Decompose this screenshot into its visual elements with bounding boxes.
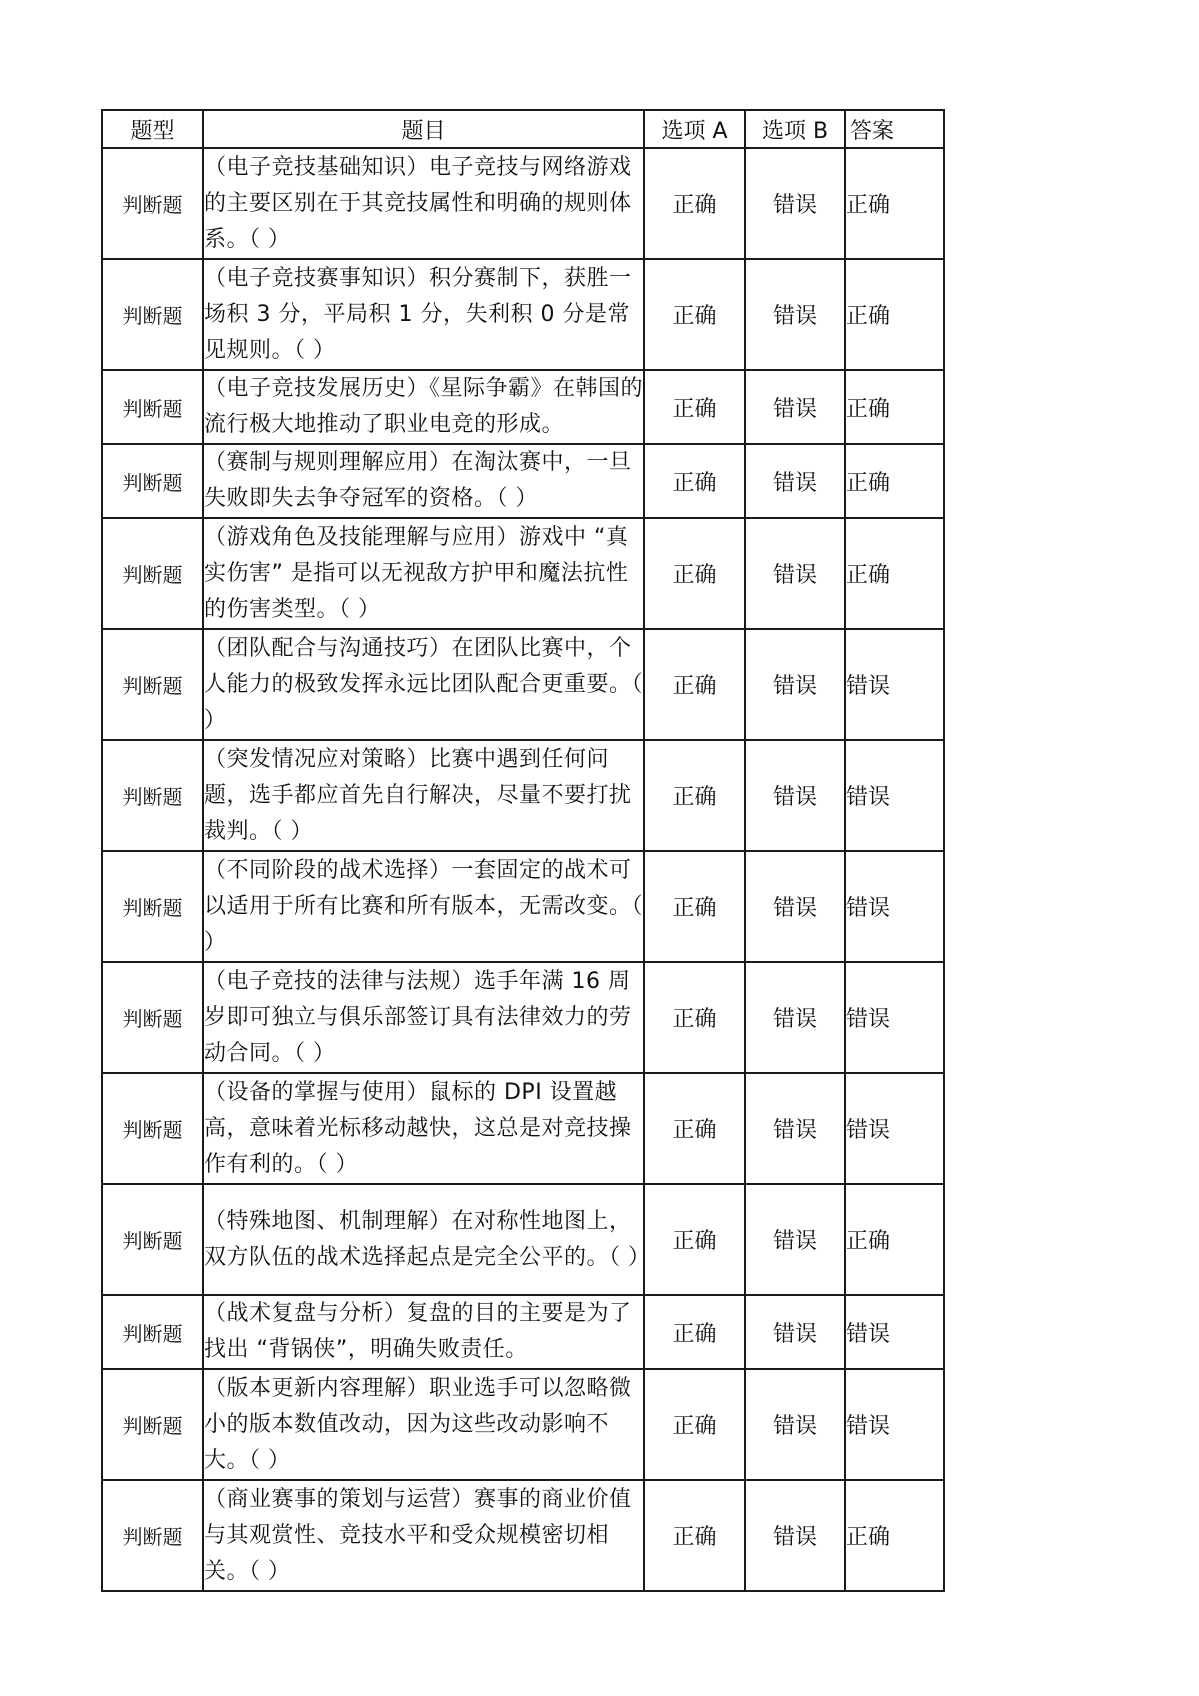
question-type-cell: 判断题 — [102, 1073, 203, 1184]
answer-cell: 正确 — [845, 370, 944, 444]
question-type-cell: 判断题 — [102, 444, 203, 518]
table-row — [102, 740, 944, 851]
option-b-cell: 错误 — [745, 518, 845, 629]
question-text-cell: （电子竞技的法律与法规）选手年满 16 周岁即可独立与俱乐部签订具有法律效力的劳动合同。（ ） — [203, 962, 644, 1073]
question-text-cell: （商业赛事的策划与运营）赛事的商业价值与其观赏性、竞技水平和受众规模密切相关。（ ） — [203, 1480, 644, 1591]
option-b-cell: 错误 — [745, 740, 845, 851]
option-b-cell: 错误 — [745, 851, 845, 962]
answer-cell: 正确 — [845, 444, 944, 518]
option-b-cell: 错误 — [745, 962, 845, 1073]
table-row — [102, 962, 944, 1073]
option-a-cell: 正确 — [644, 518, 745, 629]
question-type-cell: 判断题 — [102, 851, 203, 962]
table-row — [102, 851, 944, 962]
answer-cell: 正确 — [845, 518, 944, 629]
question-text-cell: （游戏角色及技能理解与应用）游戏中 “真实伤害” 是指可以无视敌方护甲和魔法抗性的伤害类型。（ ） — [203, 518, 644, 629]
option-b-cell: 错误 — [745, 148, 845, 259]
option-b-cell: 错误 — [745, 1295, 845, 1369]
question-text-cell: （战术复盘与分析）复盘的目的主要是为了找出 “背锅侠”，明确失败责任。 — [203, 1295, 644, 1369]
option-b-cell: 错误 — [745, 370, 845, 444]
table-body — [102, 148, 944, 1591]
option-a-cell: 正确 — [644, 962, 745, 1073]
table-row — [102, 1184, 944, 1295]
quiz-table — [101, 109, 945, 1592]
answer-cell: 错误 — [845, 1073, 944, 1184]
option-a-cell: 正确 — [644, 259, 745, 370]
table-row — [102, 1295, 944, 1369]
table-row — [102, 518, 944, 629]
header-answer: 答案 — [845, 110, 944, 148]
question-type-cell: 判断题 — [102, 518, 203, 629]
option-b-cell: 错误 — [745, 1369, 845, 1480]
answer-cell: 错误 — [845, 1295, 944, 1369]
answer-cell: 错误 — [845, 1369, 944, 1480]
answer-cell: 错误 — [845, 629, 944, 740]
option-a-cell: 正确 — [644, 148, 745, 259]
option-a-cell: 正确 — [644, 1369, 745, 1480]
option-a-cell: 正确 — [644, 740, 745, 851]
table-row — [102, 370, 944, 444]
header-option-b: 选项 B — [745, 110, 845, 148]
answer-cell: 错误 — [845, 962, 944, 1073]
header-type: 题型 — [102, 110, 203, 148]
table-row — [102, 629, 944, 740]
table-row — [102, 148, 944, 259]
question-type-cell: 判断题 — [102, 1184, 203, 1295]
question-type-cell: 判断题 — [102, 148, 203, 259]
option-a-cell: 正确 — [644, 629, 745, 740]
answer-cell: 正确 — [845, 259, 944, 370]
table-row — [102, 444, 944, 518]
question-type-cell: 判断题 — [102, 1295, 203, 1369]
option-b-cell: 错误 — [745, 1480, 845, 1591]
answer-cell: 正确 — [845, 1480, 944, 1591]
question-text-cell: （电子竞技发展历史）《星际争霸》在韩国的流行极大地推动了职业电竞的形成。 — [203, 370, 644, 444]
option-a-cell: 正确 — [644, 1184, 745, 1295]
option-a-cell: 正确 — [644, 1295, 745, 1369]
option-b-cell: 错误 — [745, 629, 845, 740]
question-text-cell: （赛制与规则理解应用）在淘汰赛中，一旦失败即失去争夺冠军的资格。（ ） — [203, 444, 644, 518]
question-type-cell: 判断题 — [102, 259, 203, 370]
question-text-cell: （电子竞技基础知识）电子竞技与网络游戏的主要区别在于其竞技属性和明确的规则体系。（ ） — [203, 148, 644, 259]
option-a-cell: 正确 — [644, 1480, 745, 1591]
question-text-cell: （突发情况应对策略）比赛中遇到任何问题，选手都应首先自行解决，尽量不要打扰裁判。（ ） — [203, 740, 644, 851]
table-row — [102, 1073, 944, 1184]
question-type-cell: 判断题 — [102, 629, 203, 740]
option-a-cell: 正确 — [644, 851, 745, 962]
answer-cell: 正确 — [845, 1184, 944, 1295]
table-row — [102, 1369, 944, 1480]
question-text-cell: （电子竞技赛事知识）积分赛制下，获胜一场积 3 分，平局积 1 分，失利积 0 分是常见规则。（ ） — [203, 259, 644, 370]
question-type-cell: 判断题 — [102, 370, 203, 444]
question-text-cell: （设备的掌握与使用）鼠标的 DPI 设置越高，意味着光标移动越快，这总是对竞技操作有利的。（ ） — [203, 1073, 644, 1184]
option-b-cell: 错误 — [745, 1073, 845, 1184]
question-text-cell: （团队配合与沟通技巧）在团队比赛中，个人能力的极致发挥永远比团队配合更重要。（ ） — [203, 629, 644, 740]
question-text-cell: （不同阶段的战术选择）一套固定的战术可以适用于所有比赛和所有版本，无需改变。（ ） — [203, 851, 644, 962]
question-type-cell: 判断题 — [102, 740, 203, 851]
option-b-cell: 错误 — [745, 444, 845, 518]
answer-cell: 错误 — [845, 851, 944, 962]
table-row — [102, 1480, 944, 1591]
question-text-cell: （特殊地图、机制理解）在对称性地图上，双方队伍的战术选择起点是完全公平的。（ ） — [203, 1184, 644, 1295]
option-a-cell: 正确 — [644, 444, 745, 518]
question-type-cell: 判断题 — [102, 1369, 203, 1480]
question-text-cell: （版本更新内容理解）职业选手可以忽略微小的版本数值改动，因为这些改动影响不大。（ ） — [203, 1369, 644, 1480]
header-question: 题目 — [203, 110, 644, 148]
question-type-cell: 判断题 — [102, 1480, 203, 1591]
answer-cell: 错误 — [845, 740, 944, 851]
table-header-row — [102, 110, 944, 148]
option-b-cell: 错误 — [745, 259, 845, 370]
question-type-cell: 判断题 — [102, 962, 203, 1073]
option-a-cell: 正确 — [644, 370, 745, 444]
option-a-cell: 正确 — [644, 1073, 745, 1184]
option-b-cell: 错误 — [745, 1184, 845, 1295]
table-row — [102, 259, 944, 370]
header-option-a: 选项 A — [644, 110, 745, 148]
answer-cell: 正确 — [845, 148, 944, 259]
